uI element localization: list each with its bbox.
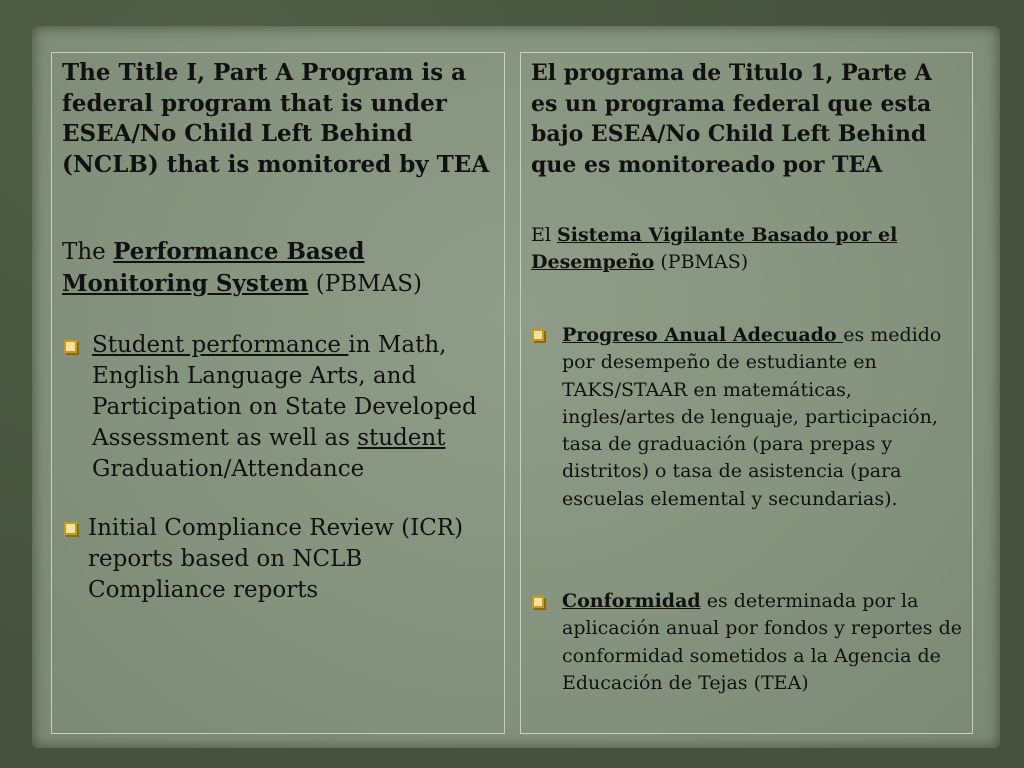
spanish-subheading: El Sistema Vigilante Basado por el Desempeño (PBMAS): [531, 224, 898, 273]
checkbox-bullet-icon: [532, 329, 544, 341]
spanish-heading: El programa de Titulo 1, Parte A es un programa federal que esta bajo ESEA/No Child Left Behind que es monitoreado por TEA: [531, 60, 932, 178]
spanish-bullet-conformidad: Conformidad es determinada por la aplicación anual por fondos y reportes de conformidad sometidos a la Agencia de Educación de Tejas (TEA): [562, 590, 962, 694]
checkbox-bullet-icon: [64, 340, 77, 353]
spanish-bullet-progreso-anual: Progreso Anual Adecuado es medido por desempeño de estudiante en TAKS/STAAR en matemáticas, ingles/artes de lenguaje, participación, tasa de graduación (para prepas y distritos) o tasa de asistencia (para escuelas elemental y secundarias).: [562, 324, 942, 510]
checkbox-bullet-icon: [64, 522, 77, 535]
english-heading: The Title I, Part A Program is a federal program that is under ESEA/No Child Left Behind (NCLB) that is monitored by TEA: [62, 59, 490, 178]
checkbox-bullet-icon: [532, 596, 544, 608]
english-bullet-compliance-review: Initial Compliance Review (ICR) reports based on NCLB Compliance reports: [88, 515, 464, 603]
english-bullet-student-performance: Student performance in Math, English Language Arts, and Participation on State Developed Assessment as well as student Graduation/Attendance: [92, 332, 477, 482]
english-subheading: The Performance Based Monitoring System (PBMAS): [62, 238, 422, 297]
